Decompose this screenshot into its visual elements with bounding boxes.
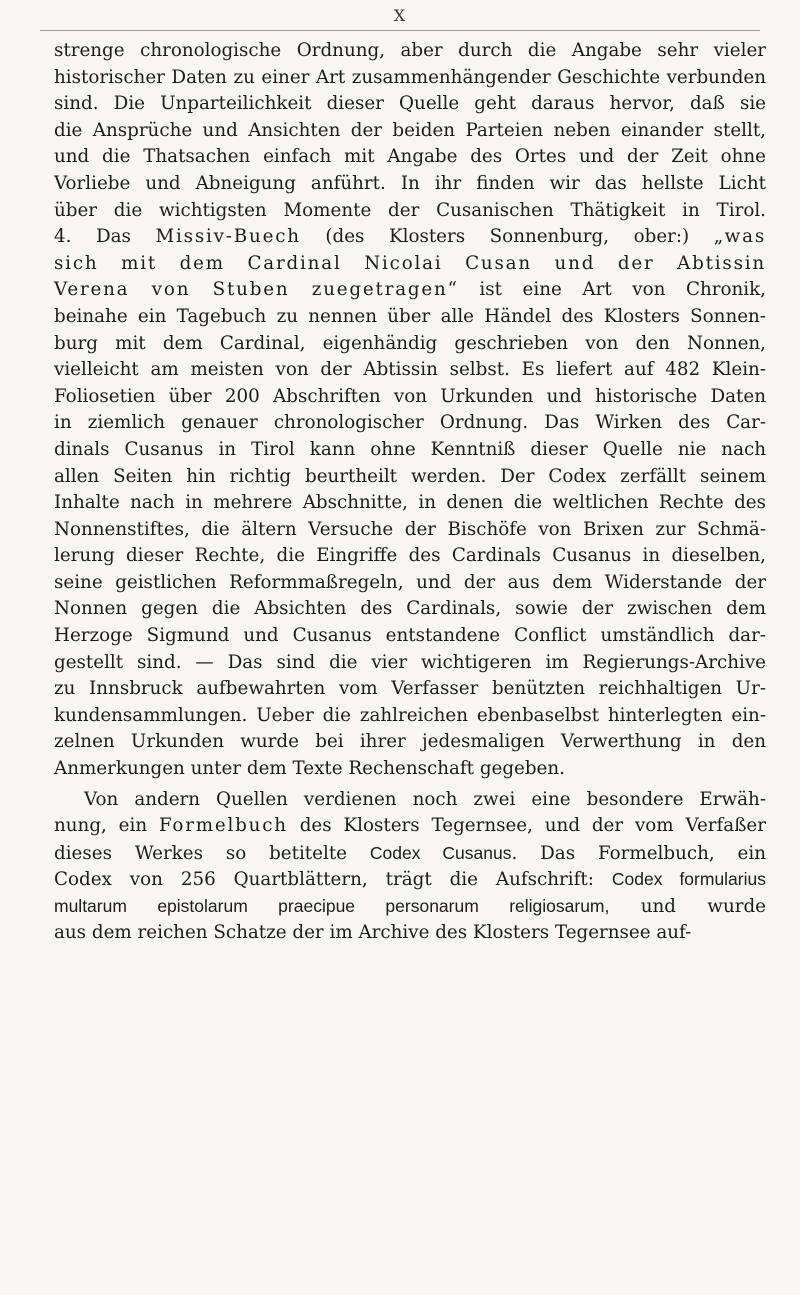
text-segment: Codex formularius [611,869,766,890]
text-segment: kundensammlungen. Ueber die zahlreichen ebenbaselbst hinterlegten ein- [54,704,766,726]
text-line [54,787,766,814]
text-line [54,756,766,783]
text-segment: vielleicht am meisten von der Abtissin selbst. Es liefert auf 482 Klein- [54,359,766,381]
text-line [54,703,766,730]
text-line [54,729,766,756]
text-line [54,464,766,491]
text-segment: Herzoge Sigmund und Cusanus entstandene Conflict umständlich dar- [54,625,766,647]
text-line [54,224,766,251]
text-segment: zu Innsbruck aufbewahrten vom Verfasser benützten reichhaltigen Ur- [54,678,766,700]
text-segment: Codex von 256 Quartblättern, trägt die Aufschrift: [54,869,612,891]
text-segment: allen Seiten hin richtig beurtheilt werden. Der Codex zerfällt seinem [54,465,766,487]
text-segment: Von andern Quellen verdienen noch zwei eine besondere Erwäh- [84,788,766,810]
text-segment: Anmerkungen unter dem Texte Rechenschaft gegeben. [54,758,565,780]
text-segment: Vorliebe und Abneigung anführt. In ihr finden wir das hellste Licht [54,172,766,194]
text-line [54,920,766,947]
text-line [54,251,766,278]
text-line [54,331,766,358]
text-segment: sich mit dem Cardinal Nicolai Cusan und der Abtissin [54,252,766,274]
text-segment: strenge chronologische Ordnung, aber durch die Angabe sehr vieler [54,40,766,61]
text-segment: Missiv-Buech [155,226,301,248]
text-segment: (des Klosters Sonnenburg, ober:) [300,226,714,248]
text-segment: Verena von Stuben zuegetragen“ [54,279,459,301]
text-segment: Foliosetien über 200 Abschriften von Urkunden und historische Daten [54,385,766,407]
text-line [54,866,766,893]
text-segment: aus dem reichen Schatze der im Archive des Klosters Tegernsee auf- [54,921,692,943]
text-segment: die Ansprüche und Ansichten der beiden Parteien neben einander stellt, [54,119,766,141]
text-segment: zelnen Urkunden wurde bei ihrer jedesmaligen Verwerthung in den [54,731,766,753]
text-segment: über die wichtigsten Momente der Cusanischen Thätigkeit in Tirol. [54,199,766,221]
text-segment: gestellt sind. — Das sind die vier wichtigeren im Regierungs-Archive [54,651,766,673]
text-segment: dieses Werkes so betitelte [54,842,370,864]
text-line [54,357,766,384]
text-line [54,304,766,331]
text-line [54,277,766,304]
text-segment: Nonnen gegen die Absichten des Cardinals, sowie der zwischen dem [54,598,766,620]
text-segment: lerung dieser Rechte, die Eingriffe des Cardinals Cusanus in dieselben, [54,545,766,567]
text-segment: nung, ein [54,815,159,837]
text-line [54,171,766,198]
text-segment: . Das Formelbuch, ein [511,842,766,864]
text-line [54,198,766,225]
text-segment: und die Thatsachen einfach mit Angabe des Ortes und der Zeit ohne [54,146,766,168]
text-segment: historischer Daten zu einer Art zusammenhängender Geschichte verbunden [54,66,766,88]
text-segment: sind. Die Unparteilichkeit dieser Quelle geht daraus hervor, daß sie [54,93,766,115]
text-line [54,118,766,145]
text-line [54,437,766,464]
text-segment: des Klosters Tegernsee, und der vom Verfaßer [287,815,766,837]
text-line [54,813,766,840]
text-segment: „was [713,226,766,248]
text-line [54,596,766,623]
text-line [54,676,766,703]
text-segment: und wurde [609,896,766,917]
text-line [54,650,766,677]
text-line [54,840,766,867]
text-line [54,38,766,65]
text-line [54,384,766,411]
text-segment: dinals Cusanus in Tirol kann ohne Kenntniß dieser Quelle nie nach [54,438,766,460]
text-line [54,144,766,171]
text-line [54,543,766,570]
text-segment: Codex Cusanus [369,842,512,863]
text-segment: burg mit dem Cardinal, eigenhändig geschrieben von den Nonnen, [54,332,766,354]
text-line [54,893,766,920]
text-segment: seine geistlichen Reformmaßregeln, und der aus dem Widerstande der [54,571,766,593]
text-line [54,91,766,118]
page-number: X [393,6,407,25]
text-segment: 4. Das [54,226,156,248]
text-line [54,623,766,650]
text-segment: Nonnenstiftes, die ältern Versuche der Bischöfe von Brixen zur Schmä- [54,518,766,540]
body-text [54,38,766,946]
text-segment: in ziemlich genauer chronologischer Ordnung. Das Wirken des Car- [54,412,766,434]
text-segment: Formelbuch [158,815,288,837]
text-segment: ist eine Art von Chronik, [458,279,766,301]
text-line [54,490,766,517]
text-line [54,570,766,597]
text-line [54,410,766,437]
text-segment: multarum epistolarum praecipue personarum religiosarum, [54,896,610,916]
text-line [54,65,766,92]
text-segment: Inhalte nach in mehrere Abschnitte, in denen die weltlichen Rechte des [54,492,766,514]
text-line [54,517,766,544]
text-segment: beinahe ein Tagebuch zu nennen über alle Händel des Klosters Sonnen- [54,305,766,327]
header-rule [40,30,760,31]
